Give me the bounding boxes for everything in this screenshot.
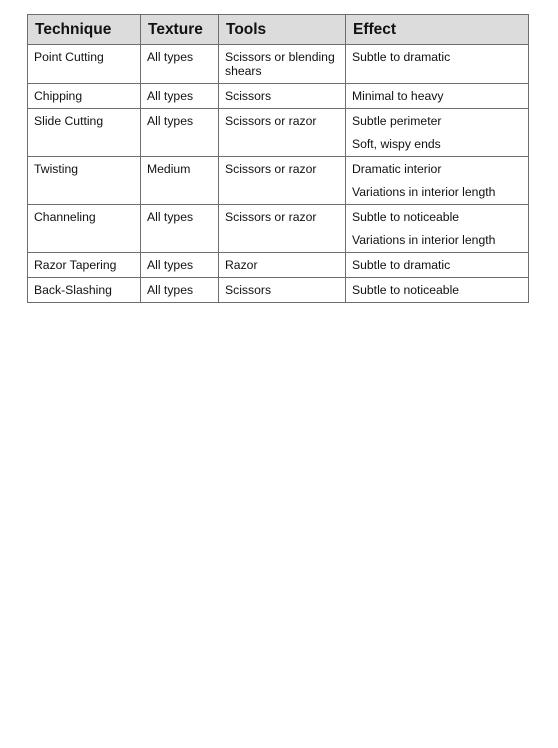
technique-cell <box>28 253 141 278</box>
texture-text: Medium <box>147 162 191 176</box>
texture-cell <box>141 109 219 157</box>
tools-cell <box>219 157 346 205</box>
techniques-table <box>27 14 529 303</box>
header-technique: Technique <box>28 15 141 45</box>
texture-cell <box>141 278 219 303</box>
table-row <box>28 278 529 303</box>
technique-cell <box>28 278 141 303</box>
effect-text: Minimal to heavy <box>352 89 444 103</box>
effect-text: Subtle perimeter <box>352 114 442 128</box>
technique-text: Channeling <box>34 210 96 224</box>
table-row <box>28 45 529 84</box>
effect-cell <box>346 253 529 278</box>
technique-cell <box>28 45 141 84</box>
technique-text: Chipping <box>34 89 83 103</box>
header-tools: Tools <box>219 15 346 45</box>
technique-cell <box>28 205 141 253</box>
effect-cell <box>346 278 529 303</box>
texture-text: All types <box>147 114 194 128</box>
texture-cell <box>141 205 219 253</box>
tools-cell <box>219 278 346 303</box>
tools-text: Scissors <box>225 283 272 297</box>
header-effect: Effect <box>346 15 529 45</box>
tools-text: Scissors or razor <box>225 210 317 224</box>
tools-text: Scissors or razor <box>225 114 317 128</box>
effect-text: Subtle to noticeable <box>352 283 460 297</box>
effect-text: Soft, wispy ends <box>352 137 441 151</box>
effect-text: Subtle to dramatic <box>352 50 451 64</box>
tools-text: Scissors or blending shears <box>225 50 335 78</box>
effect-text: Subtle to dramatic <box>352 258 451 272</box>
technique-text: Point Cutting <box>34 50 104 64</box>
table-row <box>28 84 529 109</box>
texture-text: All types <box>147 283 194 297</box>
texture-cell <box>141 45 219 84</box>
technique-cell <box>28 157 141 205</box>
table-row <box>28 157 529 205</box>
effect-text: Subtle to noticeable <box>352 210 460 224</box>
technique-text: Razor Tapering <box>34 258 117 272</box>
tools-cell <box>219 253 346 278</box>
technique-cell <box>28 109 141 157</box>
header-texture: Texture <box>141 15 219 45</box>
texture-text: All types <box>147 210 194 224</box>
technique-cell <box>28 84 141 109</box>
texture-cell <box>141 253 219 278</box>
tools-text: Scissors <box>225 89 272 103</box>
effect-cell <box>346 84 529 109</box>
effect-cell <box>346 109 529 157</box>
technique-text: Back-Slashing <box>34 283 112 297</box>
effect-cell <box>346 45 529 84</box>
effect-cell <box>346 157 529 205</box>
texture-cell <box>141 84 219 109</box>
tools-cell <box>219 109 346 157</box>
tools-cell <box>219 205 346 253</box>
table-body <box>28 45 529 303</box>
tools-cell <box>219 84 346 109</box>
table-row <box>28 253 529 278</box>
technique-text: Slide Cutting <box>34 114 104 128</box>
texture-text: All types <box>147 89 194 103</box>
texture-cell <box>141 157 219 205</box>
header-row <box>28 15 529 45</box>
table-row <box>28 109 529 157</box>
effect-cell <box>346 205 529 253</box>
table-row <box>28 205 529 253</box>
texture-text: All types <box>147 50 194 64</box>
tools-cell <box>219 45 346 84</box>
texture-text: All types <box>147 258 194 272</box>
effect-text: Variations in interior length <box>352 233 496 247</box>
effect-text: Dramatic interior <box>352 162 442 176</box>
technique-text: Twisting <box>34 162 79 176</box>
table-header <box>28 15 529 45</box>
tools-text: Razor <box>225 258 258 272</box>
tools-text: Scissors or razor <box>225 162 317 176</box>
effect-text: Variations in interior length <box>352 185 496 199</box>
